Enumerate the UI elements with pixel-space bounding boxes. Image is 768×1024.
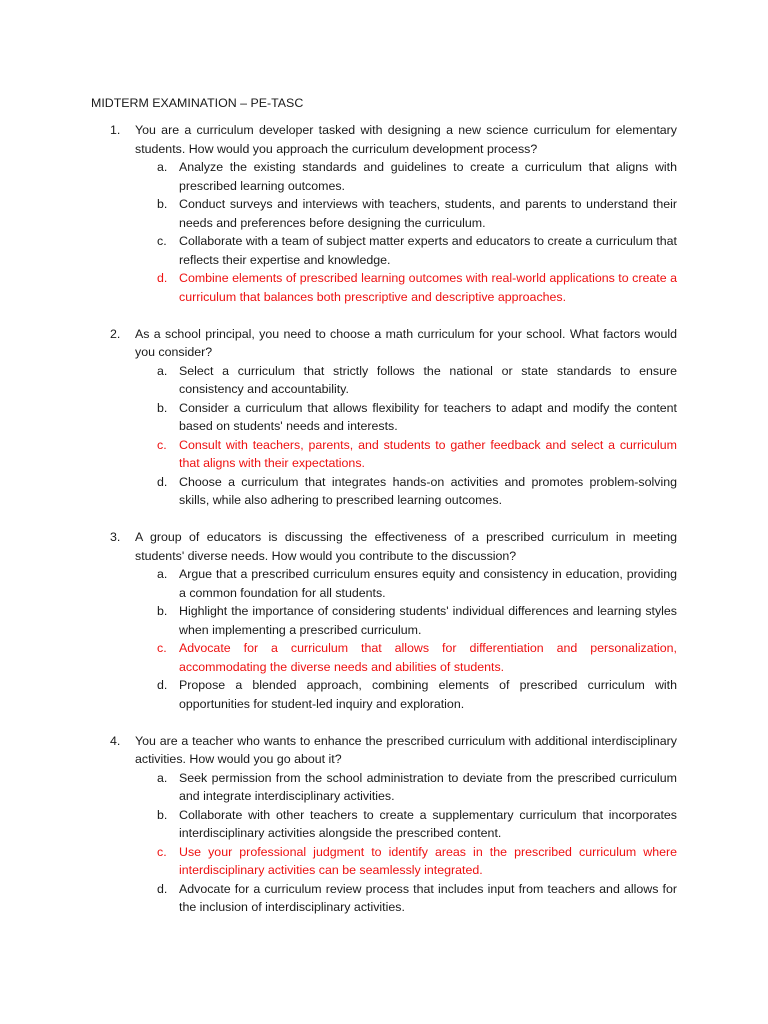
- option-letter: a.: [157, 567, 168, 581]
- option-a: [157, 769, 677, 806]
- option-c-highlighted-answer: [157, 843, 677, 880]
- option-letter: b.: [157, 807, 168, 822]
- exam-title: MIDTERM EXAMINATION – PE-TASC: [91, 96, 304, 110]
- question-number: 2.: [110, 326, 121, 341]
- option-text: Collaborate with a team of subject matter experts and educators to create a curriculum that reflects their expertise and knowledge.: [179, 234, 677, 267]
- option-d: [157, 473, 677, 510]
- option-list: [91, 158, 677, 306]
- question-number: 4.: [110, 733, 121, 748]
- option-text: Analyze the existing standards and guidelines to create a curriculum that aligns with prescribed learning outcomes.: [179, 160, 677, 193]
- option-text: Choose a curriculum that integrates hands-on activities and promotes problem-solving skills, while also adhering to prescribed learning outcomes.: [179, 474, 677, 507]
- option-text: Propose a blended approach, combining elements of prescribed curriculum with opportunities for student-led inquiry and exploration.: [179, 678, 677, 711]
- option-text: Collaborate with other teachers to create a supplementary curriculum that incorporates interdisciplinary activities alongside the prescribed content.: [179, 807, 677, 840]
- option-letter: c.: [157, 437, 167, 452]
- question-2: [91, 325, 677, 510]
- option-text: Seek permission from the school administration to deviate from the prescribed curriculum and integrate interdisciplinary activities.: [179, 770, 677, 803]
- option-a: [157, 362, 677, 399]
- option-letter: d.: [157, 881, 168, 896]
- option-letter: d.: [157, 271, 168, 285]
- option-list: [91, 565, 677, 713]
- option-letter: b.: [157, 604, 168, 618]
- option-letter: a.: [157, 363, 168, 378]
- option-c: [157, 232, 677, 269]
- option-a: [157, 565, 677, 602]
- option-text: Highlight the importance of considering students' individual differences and learning styles when implementing a prescribed curriculum.: [179, 604, 677, 637]
- option-b: [157, 195, 677, 232]
- option-text: Argue that a prescribed curriculum ensures equity and consistency in education, providing a common foundation for all students.: [179, 567, 677, 600]
- option-b: [157, 399, 677, 436]
- option-letter: a.: [157, 160, 168, 174]
- option-text: Advocate for a curriculum review process that includes input from teachers and allows for the inclusion of interdisciplinary activities.: [179, 881, 677, 914]
- question-number: 3.: [110, 530, 121, 544]
- option-letter: c.: [157, 844, 167, 859]
- option-c-highlighted-answer: [157, 639, 677, 676]
- option-text: Use your professional judgment to identify areas in the prescribed curriculum where interdisciplinary activities can be seamlessly integrated.: [179, 844, 677, 877]
- option-letter: a.: [157, 770, 168, 785]
- question-3: [91, 528, 677, 713]
- option-letter: d.: [157, 474, 168, 489]
- option-text: Consult with teachers, parents, and students to gather feedback and select a curriculum that aligns with their expectations.: [179, 437, 677, 470]
- option-c-highlighted-answer: [157, 436, 677, 473]
- option-list: [91, 362, 677, 510]
- question-text: You are a teacher who wants to enhance the prescribed curriculum with additional interdisciplinary activities. How would you go about it?: [135, 733, 677, 766]
- question-text: A group of educators is discussing the effectiveness of a prescribed curriculum in meeting students' diverse needs. How would you contribute to the discussion?: [135, 530, 677, 563]
- option-text: Advocate for a curriculum that allows for differentiation and personalization, accommodating the diverse needs and abilities of students.: [179, 641, 677, 674]
- option-letter: c.: [157, 641, 167, 655]
- option-letter: d.: [157, 678, 168, 692]
- option-text: Combine elements of prescribed learning outcomes with real-world applications to create a curriculum that balances both prescriptive and descriptive approaches.: [179, 271, 677, 304]
- option-d: [157, 880, 677, 917]
- question-list: [91, 121, 677, 935]
- option-a: [157, 158, 677, 195]
- question-4: [91, 732, 677, 917]
- option-text: Conduct surveys and interviews with teachers, students, and parents to understand their needs and preferences before designing the curriculum.: [179, 197, 677, 230]
- option-letter: b.: [157, 197, 168, 211]
- option-list: [91, 769, 677, 917]
- option-b: [157, 602, 677, 639]
- question-1: [91, 121, 677, 306]
- option-text: Select a curriculum that strictly follows the national or state standards to ensure consistency and accountability.: [179, 363, 677, 396]
- option-text: Consider a curriculum that allows flexibility for teachers to adapt and modify the content based on students' needs and interests.: [179, 400, 677, 433]
- question-text: You are a curriculum developer tasked with designing a new science curriculum for elementary students. How would you approach the curriculum development process?: [135, 123, 677, 156]
- question-number: 1.: [110, 123, 121, 137]
- option-d-highlighted-answer: [157, 269, 677, 306]
- option-d: [157, 676, 677, 713]
- question-text: As a school principal, you need to choose a math curriculum for your school. What factors would you consider?: [135, 326, 677, 359]
- option-b: [157, 806, 677, 843]
- option-letter: b.: [157, 400, 168, 415]
- option-letter: c.: [157, 234, 167, 248]
